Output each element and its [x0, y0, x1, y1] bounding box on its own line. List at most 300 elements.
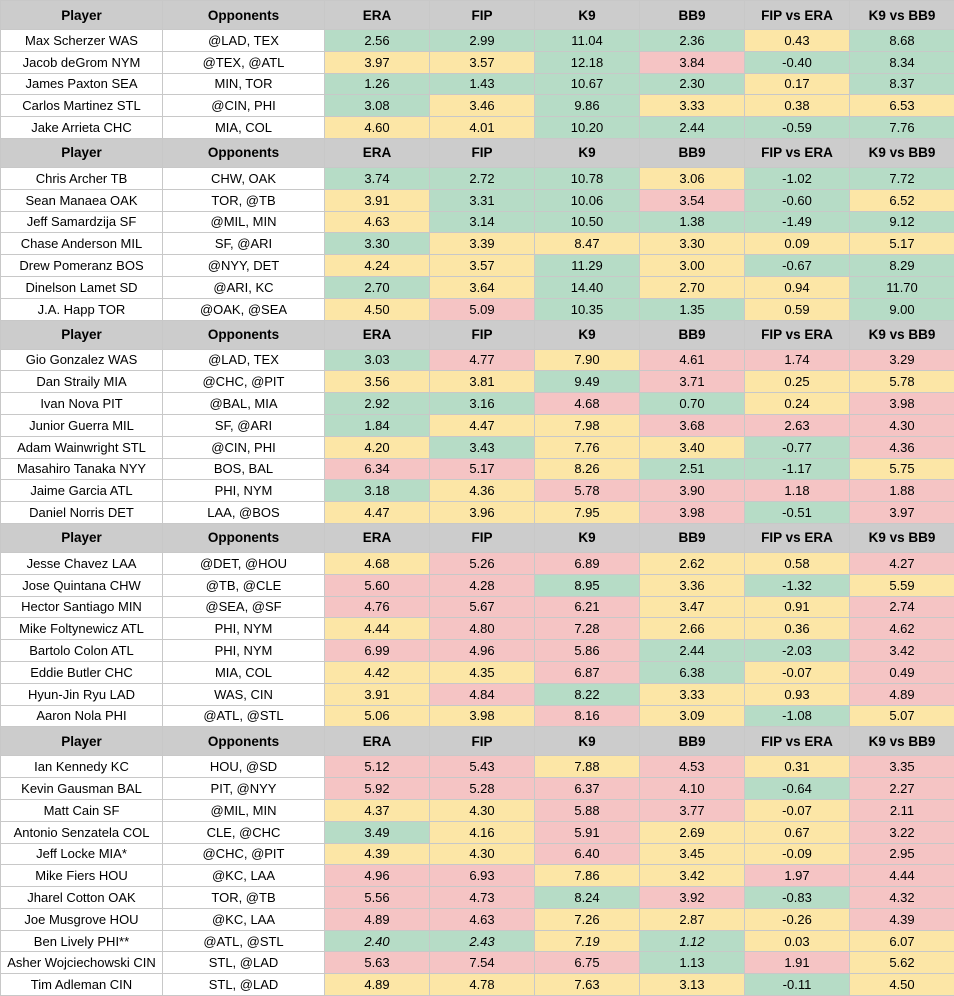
stat-cell: 6.75 [535, 952, 640, 974]
stat-cell: 1.97 [745, 865, 850, 887]
stat-cell: 0.93 [745, 683, 850, 705]
column-header: ERA [325, 320, 430, 349]
stat-cell: 5.26 [430, 552, 535, 574]
stat-cell: 5.17 [850, 233, 954, 255]
stat-cell: 7.19 [535, 930, 640, 952]
table-row [1, 73, 954, 95]
stat-cell: -0.09 [745, 843, 850, 865]
player-cell: Daniel Norris DET [1, 502, 163, 524]
stat-cell: 3.98 [640, 502, 745, 524]
opponents-cell: SF, @ARI [163, 414, 325, 436]
table-row [1, 211, 954, 233]
table-row [1, 502, 954, 524]
stat-cell: -0.60 [745, 189, 850, 211]
opponents-cell: @LAD, TEX [163, 30, 325, 52]
opponents-cell: @ATL, @STL [163, 930, 325, 952]
stat-cell: 8.68 [850, 30, 954, 52]
stat-cell: -0.77 [745, 436, 850, 458]
stat-cell: 0.24 [745, 393, 850, 415]
stat-cell: 3.92 [640, 887, 745, 909]
column-header: FIP vs ERA [745, 523, 850, 552]
column-header: ERA [325, 1, 430, 30]
column-header: Opponents [163, 138, 325, 167]
stat-cell: 6.53 [850, 95, 954, 117]
stat-cell: 6.93 [430, 865, 535, 887]
stat-cell: 0.70 [640, 393, 745, 415]
stat-cell: 5.67 [430, 596, 535, 618]
stat-cell: 10.06 [535, 189, 640, 211]
stat-cell: 2.56 [325, 30, 430, 52]
stat-cell: 3.84 [640, 51, 745, 73]
stat-cell: 4.68 [535, 393, 640, 415]
stat-cell: 4.89 [850, 683, 954, 705]
stat-cell: 4.63 [325, 211, 430, 233]
stat-cell: 3.42 [640, 865, 745, 887]
stat-cell: 5.91 [535, 821, 640, 843]
stat-cell: 3.09 [640, 705, 745, 727]
stat-cell: 3.33 [640, 683, 745, 705]
header-row [1, 1, 954, 30]
player-cell: Matt Cain SF [1, 799, 163, 821]
stat-cell: 3.96 [430, 502, 535, 524]
stat-cell: -1.32 [745, 574, 850, 596]
stat-cell: 3.56 [325, 371, 430, 393]
stat-cell: -1.49 [745, 211, 850, 233]
player-cell: Dan Straily MIA [1, 371, 163, 393]
stat-cell: 7.95 [535, 502, 640, 524]
stat-cell: -1.08 [745, 705, 850, 727]
opponents-cell: @KC, LAA [163, 908, 325, 930]
stat-cell: -0.51 [745, 502, 850, 524]
table-row [1, 480, 954, 502]
stat-cell: 2.70 [640, 276, 745, 298]
stat-cell: 3.97 [325, 51, 430, 73]
stat-cell: 4.20 [325, 436, 430, 458]
opponents-cell: @BAL, MIA [163, 393, 325, 415]
table-row [1, 778, 954, 800]
stat-cell: 8.26 [535, 458, 640, 480]
stat-cell: 5.56 [325, 887, 430, 909]
stat-cell: -0.67 [745, 255, 850, 277]
stat-cell: 4.63 [430, 908, 535, 930]
player-cell: Carlos Martinez STL [1, 95, 163, 117]
stat-cell: 3.16 [430, 393, 535, 415]
stat-cell: 4.96 [430, 640, 535, 662]
column-header: K9 [535, 1, 640, 30]
stat-cell: 7.90 [535, 349, 640, 371]
stat-cell: 4.44 [850, 865, 954, 887]
stat-cell: 6.89 [535, 552, 640, 574]
opponents-cell: SF, @ARI [163, 233, 325, 255]
stat-cell: 5.28 [430, 778, 535, 800]
column-header: FIP vs ERA [745, 727, 850, 756]
table-row [1, 393, 954, 415]
stat-cell: 8.95 [535, 574, 640, 596]
stat-cell: -0.26 [745, 908, 850, 930]
player-cell: Eddie Butler CHC [1, 661, 163, 683]
stat-cell: 4.60 [325, 117, 430, 139]
stat-cell: 10.35 [535, 298, 640, 320]
stat-cell: 2.87 [640, 908, 745, 930]
table-row [1, 843, 954, 865]
stat-cell: 0.67 [745, 821, 850, 843]
stat-cell: 7.63 [535, 974, 640, 996]
stat-cell: 0.09 [745, 233, 850, 255]
stat-cell: 4.10 [640, 778, 745, 800]
stat-cell: 3.29 [850, 349, 954, 371]
stat-cell: 12.18 [535, 51, 640, 73]
stat-cell: 2.66 [640, 618, 745, 640]
player-cell: Hector Santiago MIN [1, 596, 163, 618]
column-header: K9 [535, 138, 640, 167]
opponents-cell: @MIL, MIN [163, 799, 325, 821]
table-row [1, 298, 954, 320]
stat-cell: 5.12 [325, 756, 430, 778]
stat-cell: 10.67 [535, 73, 640, 95]
header-row [1, 523, 954, 552]
column-header: Player [1, 727, 163, 756]
stat-cell: 1.35 [640, 298, 745, 320]
stat-cell: 4.77 [430, 349, 535, 371]
stat-cell: 5.60 [325, 574, 430, 596]
stat-cell: 6.34 [325, 458, 430, 480]
stat-cell: 2.69 [640, 821, 745, 843]
table-row [1, 887, 954, 909]
stat-cell: 14.40 [535, 276, 640, 298]
stat-cell: 3.03 [325, 349, 430, 371]
stat-cell: 0.91 [745, 596, 850, 618]
column-header: Opponents [163, 320, 325, 349]
stat-cell: 6.37 [535, 778, 640, 800]
column-header: Opponents [163, 523, 325, 552]
stat-cell: 10.50 [535, 211, 640, 233]
stat-cell: 4.53 [640, 756, 745, 778]
opponents-cell: @CHC, @PIT [163, 843, 325, 865]
stat-cell: 2.74 [850, 596, 954, 618]
stat-cell: 0.58 [745, 552, 850, 574]
player-cell: Masahiro Tanaka NYY [1, 458, 163, 480]
stat-cell: 7.86 [535, 865, 640, 887]
stat-cell: 5.07 [850, 705, 954, 727]
stat-cell: 3.91 [325, 683, 430, 705]
stat-cell: 5.43 [430, 756, 535, 778]
stat-cell: 1.84 [325, 414, 430, 436]
opponents-cell: PIT, @NYY [163, 778, 325, 800]
stat-cell: 0.17 [745, 73, 850, 95]
stat-cell: 9.49 [535, 371, 640, 393]
table-row [1, 414, 954, 436]
player-cell: Drew Pomeranz BOS [1, 255, 163, 277]
player-cell: Tim Adleman CIN [1, 974, 163, 996]
table-row [1, 865, 954, 887]
stat-cell: 4.16 [430, 821, 535, 843]
stat-cell: 4.42 [325, 661, 430, 683]
stat-cell: 3.71 [640, 371, 745, 393]
player-cell: Jesse Chavez LAA [1, 552, 163, 574]
stat-cell: 4.89 [325, 974, 430, 996]
column-header: FIP [430, 138, 535, 167]
stat-cell: 11.70 [850, 276, 954, 298]
table-row [1, 705, 954, 727]
opponents-cell: @TB, @CLE [163, 574, 325, 596]
column-header: Player [1, 1, 163, 30]
table-row [1, 952, 954, 974]
stat-cell: 1.38 [640, 211, 745, 233]
stat-cell: 7.76 [535, 436, 640, 458]
stat-cell: 8.37 [850, 73, 954, 95]
stat-cell: 2.70 [325, 276, 430, 298]
stat-cell: 3.43 [430, 436, 535, 458]
stat-cell: 3.97 [850, 502, 954, 524]
table-row [1, 167, 954, 189]
opponents-cell: BOS, BAL [163, 458, 325, 480]
stat-cell: 3.98 [430, 705, 535, 727]
stat-cell: 4.47 [430, 414, 535, 436]
column-header: ERA [325, 523, 430, 552]
stat-cell: 5.75 [850, 458, 954, 480]
table-row [1, 95, 954, 117]
stat-cell: 3.90 [640, 480, 745, 502]
stat-cell: 4.39 [325, 843, 430, 865]
stat-cell: 3.30 [640, 233, 745, 255]
column-header: FIP vs ERA [745, 1, 850, 30]
stat-cell: 8.24 [535, 887, 640, 909]
stat-cell: 2.36 [640, 30, 745, 52]
stat-cell: 11.29 [535, 255, 640, 277]
stat-cell: 6.21 [535, 596, 640, 618]
stat-cell: 4.78 [430, 974, 535, 996]
column-header: ERA [325, 138, 430, 167]
opponents-cell: LAA, @BOS [163, 502, 325, 524]
column-header: Opponents [163, 727, 325, 756]
column-header: K9 [535, 320, 640, 349]
opponents-cell: TOR, @TB [163, 887, 325, 909]
player-cell: Ian Kennedy KC [1, 756, 163, 778]
table-row [1, 349, 954, 371]
stat-cell: 4.28 [430, 574, 535, 596]
table-row [1, 51, 954, 73]
stat-cell: 2.63 [745, 414, 850, 436]
stat-cell: 3.45 [640, 843, 745, 865]
stat-cell: 3.35 [850, 756, 954, 778]
stat-cell: 2.30 [640, 73, 745, 95]
stat-cell: 1.13 [640, 952, 745, 974]
stat-cell: 2.27 [850, 778, 954, 800]
player-cell: Mike Fiers HOU [1, 865, 163, 887]
column-header: K9 [535, 727, 640, 756]
stat-cell: 2.11 [850, 799, 954, 821]
player-cell: Hyun-Jin Ryu LAD [1, 683, 163, 705]
player-cell: Adam Wainwright STL [1, 436, 163, 458]
stat-cell: 1.43 [430, 73, 535, 95]
player-cell: Jaime Garcia ATL [1, 480, 163, 502]
stat-cell: 2.92 [325, 393, 430, 415]
opponents-cell: WAS, CIN [163, 683, 325, 705]
stat-cell: 2.99 [430, 30, 535, 52]
stat-cell: 3.47 [640, 596, 745, 618]
player-cell: Jacob deGrom NYM [1, 51, 163, 73]
table-row [1, 756, 954, 778]
stat-cell: 7.28 [535, 618, 640, 640]
stat-cell: 4.50 [850, 974, 954, 996]
stat-cell: 3.64 [430, 276, 535, 298]
stat-cell: 3.81 [430, 371, 535, 393]
stat-cell: 1.26 [325, 73, 430, 95]
stat-cell: 5.17 [430, 458, 535, 480]
table-row [1, 640, 954, 662]
stat-cell: 4.24 [325, 255, 430, 277]
stat-cell: 3.98 [850, 393, 954, 415]
column-header: K9 vs BB9 [850, 523, 954, 552]
player-cell: Bartolo Colon ATL [1, 640, 163, 662]
stat-cell: 3.18 [325, 480, 430, 502]
table-row [1, 908, 954, 930]
player-cell: Jose Quintana CHW [1, 574, 163, 596]
player-cell: Sean Manaea OAK [1, 189, 163, 211]
stat-cell: 0.94 [745, 276, 850, 298]
table-row [1, 117, 954, 139]
stat-cell: 4.80 [430, 618, 535, 640]
table-row [1, 618, 954, 640]
column-header: Opponents [163, 1, 325, 30]
stat-cell: -0.83 [745, 887, 850, 909]
player-cell: Joe Musgrove HOU [1, 908, 163, 930]
table-row [1, 930, 954, 952]
column-header: BB9 [640, 138, 745, 167]
table-row [1, 799, 954, 821]
table-row [1, 574, 954, 596]
opponents-cell: CLE, @CHC [163, 821, 325, 843]
table-row [1, 233, 954, 255]
stat-cell: 3.00 [640, 255, 745, 277]
column-header: FIP [430, 727, 535, 756]
player-cell: Gio Gonzalez WAS [1, 349, 163, 371]
stat-cell: 3.22 [850, 821, 954, 843]
stat-cell: -0.64 [745, 778, 850, 800]
opponents-cell: @DET, @HOU [163, 552, 325, 574]
opponents-cell: @TEX, @ATL [163, 51, 325, 73]
opponents-cell: PHI, NYM [163, 640, 325, 662]
player-cell: Max Scherzer WAS [1, 30, 163, 52]
opponents-cell: @MIL, MIN [163, 211, 325, 233]
opponents-cell: MIN, TOR [163, 73, 325, 95]
stat-cell: 4.96 [325, 865, 430, 887]
stat-cell: 1.12 [640, 930, 745, 952]
stat-cell: 4.30 [430, 843, 535, 865]
player-cell: Asher Wojciechowski CIN [1, 952, 163, 974]
stat-cell: 3.40 [640, 436, 745, 458]
stat-cell: 7.72 [850, 167, 954, 189]
column-header: Player [1, 320, 163, 349]
opponents-cell: MIA, COL [163, 661, 325, 683]
stat-cell: 4.36 [430, 480, 535, 502]
column-header: FIP vs ERA [745, 138, 850, 167]
stat-cell: 7.76 [850, 117, 954, 139]
stat-cell: 11.04 [535, 30, 640, 52]
stat-cell: 5.78 [535, 480, 640, 502]
player-cell: James Paxton SEA [1, 73, 163, 95]
stat-cell: 2.44 [640, 117, 745, 139]
stat-cell: 6.38 [640, 661, 745, 683]
stat-cell: 3.06 [640, 167, 745, 189]
stat-cell: 1.91 [745, 952, 850, 974]
player-cell: Antonio Senzatela COL [1, 821, 163, 843]
player-cell: J.A. Happ TOR [1, 298, 163, 320]
opponents-cell: PHI, NYM [163, 618, 325, 640]
stat-cell: 3.42 [850, 640, 954, 662]
column-header: BB9 [640, 523, 745, 552]
stat-cell: 6.99 [325, 640, 430, 662]
opponents-cell: @ATL, @STL [163, 705, 325, 727]
stat-cell: 2.72 [430, 167, 535, 189]
table-row [1, 436, 954, 458]
stat-cell: 5.06 [325, 705, 430, 727]
stat-cell: 4.35 [430, 661, 535, 683]
stat-cell: 3.74 [325, 167, 430, 189]
table-row [1, 255, 954, 277]
opponents-cell: CHW, OAK [163, 167, 325, 189]
opponents-cell: STL, @LAD [163, 952, 325, 974]
stat-cell: 3.77 [640, 799, 745, 821]
table-row [1, 189, 954, 211]
stat-cell: 4.30 [430, 799, 535, 821]
stat-cell: 3.49 [325, 821, 430, 843]
opponents-cell: @NYY, DET [163, 255, 325, 277]
stat-cell: 7.26 [535, 908, 640, 930]
table-row [1, 974, 954, 996]
player-cell: Kevin Gausman BAL [1, 778, 163, 800]
column-header: FIP [430, 1, 535, 30]
stat-cell: -1.02 [745, 167, 850, 189]
stat-cell: -0.40 [745, 51, 850, 73]
stat-cell: 0.25 [745, 371, 850, 393]
stat-cell: 3.46 [430, 95, 535, 117]
table-row [1, 821, 954, 843]
stat-cell: 3.30 [325, 233, 430, 255]
player-cell: Chris Archer TB [1, 167, 163, 189]
opponents-cell: @KC, LAA [163, 865, 325, 887]
opponents-cell: @OAK, @SEA [163, 298, 325, 320]
player-cell: Jeff Locke MIA* [1, 843, 163, 865]
stat-cell: 4.89 [325, 908, 430, 930]
stat-cell: 3.13 [640, 974, 745, 996]
stat-cell: 5.88 [535, 799, 640, 821]
header-row [1, 727, 954, 756]
column-header: BB9 [640, 727, 745, 756]
stat-cell: 6.52 [850, 189, 954, 211]
opponents-cell: HOU, @SD [163, 756, 325, 778]
stat-cell: 0.43 [745, 30, 850, 52]
column-header: Player [1, 138, 163, 167]
stat-cell: 2.44 [640, 640, 745, 662]
player-cell: Jake Arrieta CHC [1, 117, 163, 139]
stat-cell: 1.18 [745, 480, 850, 502]
stat-cell: 4.30 [850, 414, 954, 436]
stat-cell: -0.07 [745, 661, 850, 683]
table-row [1, 683, 954, 705]
stat-cell: 9.00 [850, 298, 954, 320]
column-header: K9 vs BB9 [850, 1, 954, 30]
stat-cell: 3.57 [430, 51, 535, 73]
player-cell: Dinelson Lamet SD [1, 276, 163, 298]
player-cell: Jharel Cotton OAK [1, 887, 163, 909]
stat-cell: 8.22 [535, 683, 640, 705]
stat-cell: 9.86 [535, 95, 640, 117]
stat-cell: 4.62 [850, 618, 954, 640]
stat-cell: 2.40 [325, 930, 430, 952]
stat-cell: 6.87 [535, 661, 640, 683]
stat-cell: 0.59 [745, 298, 850, 320]
